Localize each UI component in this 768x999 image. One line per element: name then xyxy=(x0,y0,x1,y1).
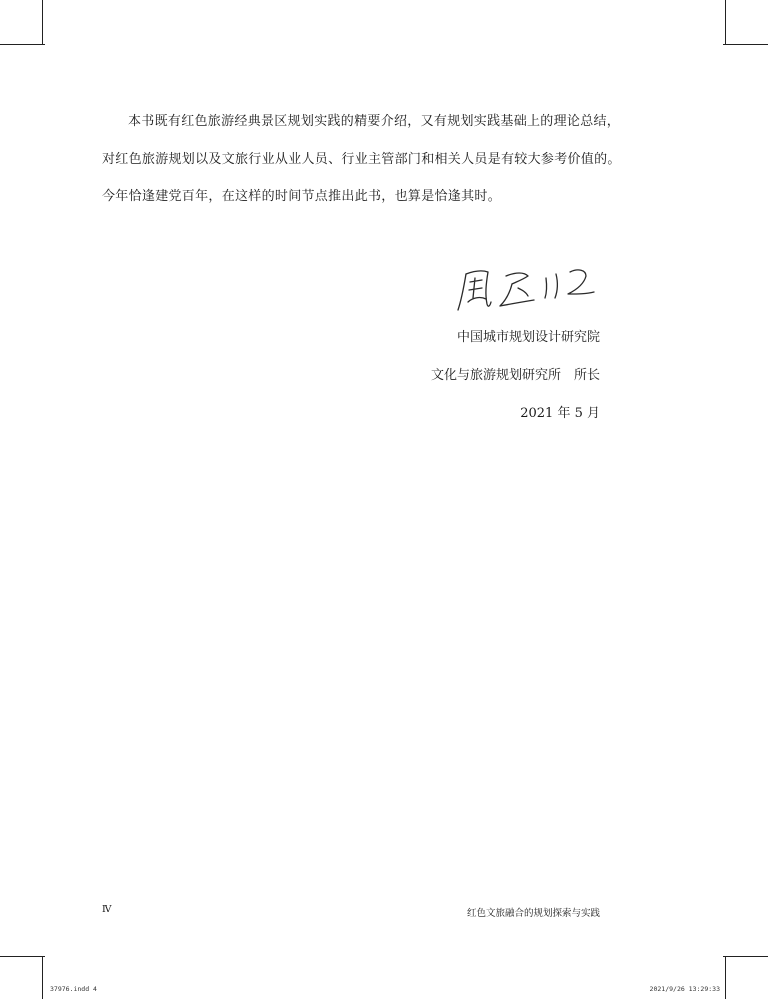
crop-mark-bottom-left-horizontal xyxy=(0,956,45,957)
crop-mark-top-right-horizontal xyxy=(723,44,768,45)
signoff-department: 文化与旅游规划研究所 所长 xyxy=(430,368,600,383)
page-number: Ⅳ xyxy=(102,904,112,915)
handwritten-signature xyxy=(452,262,602,314)
paragraph-line-2: 对红色旅游规划以及文旅行业从业人员、行业主管部门和相关人员是有较大参考价值的。 xyxy=(102,152,621,167)
crop-mark-bottom-left-vertical xyxy=(42,956,43,999)
paragraph-line-1: 本书既有红色旅游经典景区规划实践的精要介绍，又有规划实践基础上的理论总结， xyxy=(128,114,621,129)
crop-mark-top-left-horizontal xyxy=(0,44,45,45)
crop-mark-bottom-right-horizontal xyxy=(723,956,768,957)
slug-timestamp: 2021/9/26 13:29:33 xyxy=(649,985,720,993)
signoff-date: 2021 年 5 月 xyxy=(520,406,600,421)
signoff-organization: 中国城市规划设计研究院 xyxy=(456,330,600,345)
footer-book-title: 红色文旅融合的规划探索与实践 xyxy=(466,908,600,919)
slug-file-name: 37976.indd 4 xyxy=(50,985,97,993)
crop-mark-top-left-vertical xyxy=(42,0,43,45)
crop-mark-bottom-right-vertical xyxy=(725,956,726,999)
crop-mark-top-right-vertical xyxy=(725,0,726,45)
paragraph-line-3: 今年恰逢建党百年，在这样的时间节点推出此书，也算是恰逢其时。 xyxy=(102,189,502,204)
